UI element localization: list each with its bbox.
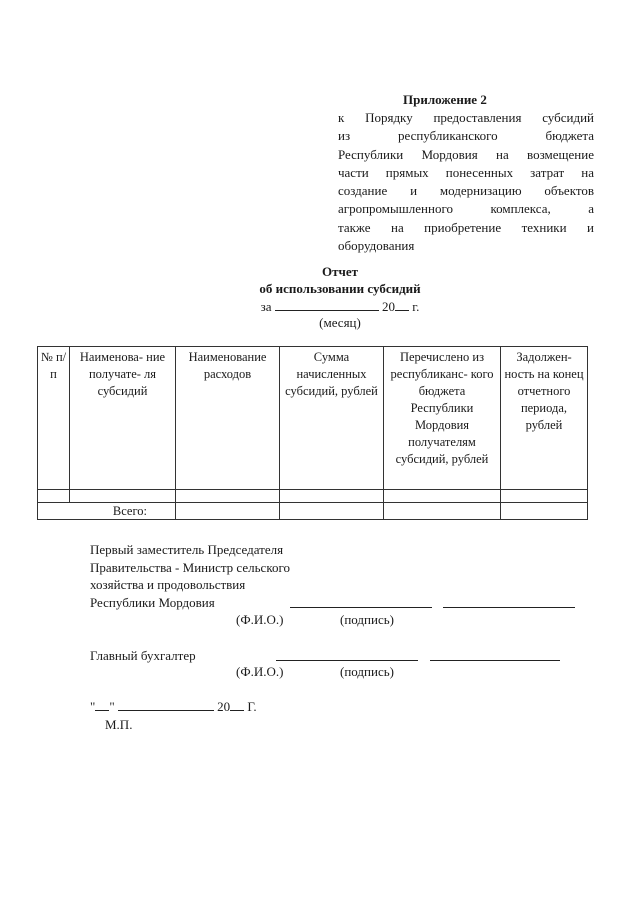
period-prefix: за bbox=[260, 299, 272, 314]
date-line bbox=[90, 698, 257, 716]
chief-accountant-title: Главный бухгалтер bbox=[90, 648, 196, 663]
appendix-text bbox=[338, 109, 594, 255]
date-quote-close: " bbox=[109, 699, 115, 714]
total-row bbox=[38, 503, 588, 520]
table-cell[interactable] bbox=[176, 503, 280, 520]
appendix-title: Приложение 2 bbox=[403, 92, 487, 107]
date-quote-open: " bbox=[90, 699, 96, 714]
date-year-blank[interactable] bbox=[230, 698, 244, 711]
total-label: Всего: bbox=[38, 503, 176, 520]
header-expense-name: Наименование расходов bbox=[176, 347, 280, 490]
header-transferred: Перечислено из республиканс- кого бюджета Республики Мордовия получателям субсидий, рублей bbox=[384, 347, 501, 490]
accountant-name-caption: (Ф.И.О.) bbox=[236, 664, 284, 679]
accountant-signature-line[interactable] bbox=[430, 660, 560, 661]
table-cell[interactable] bbox=[70, 490, 176, 503]
month-blank[interactable] bbox=[275, 298, 379, 311]
month-caption: (месяц) bbox=[319, 315, 361, 330]
period-year: 20 bbox=[382, 299, 396, 314]
table-row bbox=[38, 490, 588, 503]
day-blank[interactable] bbox=[95, 698, 109, 711]
report-title: Отчет bbox=[322, 264, 358, 279]
appendix-line: Республики Мордовия на возмещение bbox=[338, 146, 594, 162]
table-cell[interactable] bbox=[501, 490, 588, 503]
appendix-line: оборудования bbox=[338, 238, 415, 254]
signatory-line: Правительства - Министр сельского bbox=[90, 559, 290, 575]
appendix-line: к Порядку предоставления субсидий bbox=[338, 110, 594, 125]
date-month-blank[interactable] bbox=[118, 698, 214, 711]
header-accrued-sum: Сумма начисленных субсидий, рублей bbox=[280, 347, 384, 490]
signatory-line: хозяйства и продовольствия bbox=[90, 577, 246, 592]
date-year: 20 bbox=[217, 699, 231, 714]
stamp-label: М.П. bbox=[105, 717, 133, 732]
table-cell[interactable] bbox=[38, 490, 70, 503]
deputy-name-line[interactable] bbox=[290, 607, 432, 608]
deputy-signature-line[interactable] bbox=[443, 607, 575, 608]
deputy-name-caption: (Ф.И.О.) bbox=[236, 612, 284, 627]
report-subtitle: об использовании субсидий bbox=[259, 281, 421, 296]
table-cell[interactable] bbox=[384, 490, 501, 503]
signatory-line: Первый заместитель Председателя bbox=[90, 542, 284, 557]
date-suffix: Г. bbox=[247, 699, 257, 714]
year-blank[interactable] bbox=[395, 298, 409, 311]
header-number: № п/ п bbox=[38, 347, 70, 490]
first-deputy-title bbox=[90, 541, 290, 611]
header-debt: Задолжен- ность на конец отчетного периода, рублей bbox=[501, 347, 588, 490]
table-cell[interactable] bbox=[384, 503, 501, 520]
subsidy-report-table bbox=[37, 346, 588, 520]
signatory-line: Республики Мордовия bbox=[90, 594, 215, 610]
table-header-row bbox=[38, 347, 588, 490]
appendix-line: из республиканского бюджета bbox=[338, 128, 594, 144]
accountant-sign-caption: (подпись) bbox=[340, 664, 394, 679]
table-cell[interactable] bbox=[280, 503, 384, 520]
appendix-line: также на приобретение техники и bbox=[338, 219, 594, 235]
report-period bbox=[0, 298, 640, 315]
table-cell[interactable] bbox=[280, 490, 384, 503]
accountant-name-line[interactable] bbox=[276, 660, 418, 661]
deputy-sign-caption: (подпись) bbox=[340, 612, 394, 627]
table-cell[interactable] bbox=[501, 503, 588, 520]
header-recipient: Наименова- ние получате- ля субсидий bbox=[70, 347, 176, 490]
appendix-line: создание и модернизацию объектов bbox=[338, 183, 594, 199]
table-cell[interactable] bbox=[176, 490, 280, 503]
appendix-line: части прямых понесенных затрат на bbox=[338, 164, 594, 180]
appendix-line: агропромышленного комплекса, а bbox=[338, 201, 594, 217]
period-suffix: г. bbox=[412, 299, 420, 314]
